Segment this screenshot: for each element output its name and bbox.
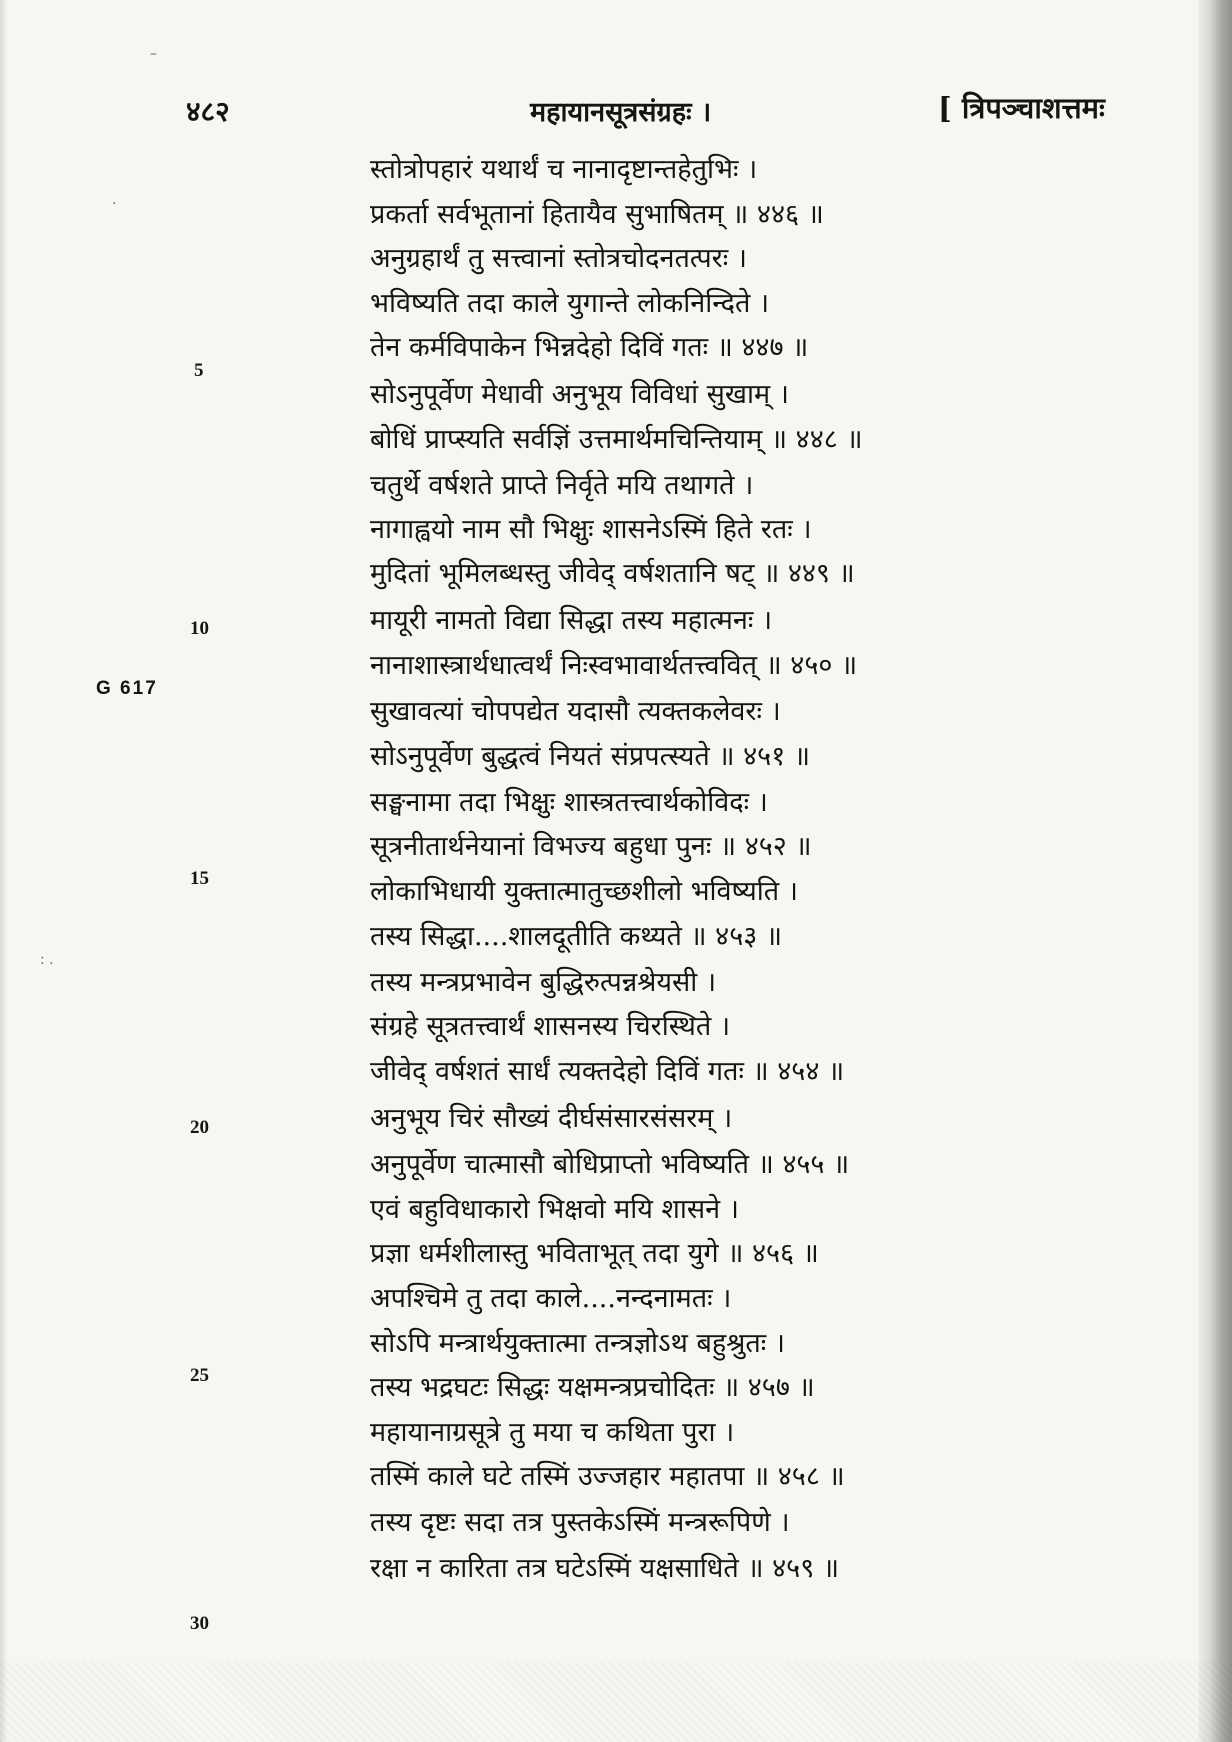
verse-line: सोऽनुपूर्वेण बुद्धत्वं नियतं संप्रपत्स्यते ॥ ४५१ ॥: [370, 741, 810, 772]
verse-line: सूत्रनीतार्थनेयानां विभज्य बहुधा पुनः ॥ ४५२ ॥: [370, 831, 812, 862]
line-number: 10: [190, 618, 209, 639]
verse-line: रक्षा न कारिता तत्र घटेऽस्मिं यक्षसाधिते ॥ ४५९ ॥: [370, 1553, 840, 1584]
running-head: [0, 92, 1232, 132]
verse-line: सोऽपि मन्त्रार्थयुक्तात्मा तन्त्रज्ञोऽथ बहुश्रुतः ।: [370, 1328, 786, 1359]
verse-line: तस्य सिद्धा....शालदूतीति कथ्यते ॥ ४५३ ॥: [370, 921, 783, 952]
verse-line: अनुपूर्वेण चात्मासौ बोधिप्राप्तो भविष्यति ॥ ४५५ ॥: [370, 1149, 850, 1180]
verse-line: संग्रहे सूत्रतत्त्वार्थं शासनस्य चिरस्थिते ।: [370, 1011, 731, 1042]
stray-mark: ·: [112, 196, 117, 212]
line-number: 30: [190, 1613, 209, 1634]
page-number: ४८२: [186, 95, 230, 128]
page-edge-left: [0, 0, 8, 1742]
verse-line: नागाह्वयो नाम सौ भिक्षुः शासनेऽस्मिं हिते रतः ।: [370, 514, 812, 545]
line-number: 5: [194, 360, 204, 381]
verse-line: स्तोत्रोपहारं यथार्थं च नानादृष्टान्तहेतुभिः ।: [370, 154, 758, 185]
verse-line: महायानाग्रसूत्रे तु मया च कथिता पुरा ।: [370, 1417, 735, 1448]
verse-line: एवं बहुविधाकारो भिक्षवो मयि शासने ।: [370, 1194, 739, 1225]
verse-line: प्रकर्ता सर्वभूतानां हितायैव सुभाषितम् ॥ ४४६ ॥: [370, 199, 824, 230]
line-number: 15: [190, 868, 209, 889]
stray-mark: : .: [40, 952, 54, 968]
scan-noise: [0, 1662, 1232, 1742]
book-title: महायानसूत्रसंग्रहः ।: [530, 97, 712, 128]
verse-line: तस्मिं काले घटे तस्मिं उज्जहार महातपा ॥ ४५८ ॥: [370, 1461, 845, 1492]
verse-line: मुदितां भूमिलब्धस्तु जीवेद् वर्षशतानि षट् ॥ ४४९ ॥: [370, 558, 855, 589]
verse-line: सङ्घनामा तदा भिक्षुः शास्त्रतत्त्वार्थकोविदः ।: [370, 787, 768, 818]
verse-line: तस्य मन्त्रप्रभावेन बुद्धिरुत्पन्नश्रेयसी ।: [370, 967, 717, 998]
verse-line: लोकाभिधायी युक्तात्मातुच्छशीलो भविष्यति ।: [370, 876, 798, 907]
verse-line: सुखावत्यां चोपपद्येत यदासौ त्यक्तकलेवरः ।: [370, 696, 781, 727]
verse-line: चतुर्थे वर्षशते प्राप्ते निर्वृते मयि तथागते ।: [370, 470, 754, 501]
verse-line: भविष्यति तदा काले युगान्ते लोकनिन्दिते ।: [370, 288, 770, 319]
verse-line: मायूरी नामतो विद्या सिद्धा तस्य महात्मनः ।: [370, 605, 773, 636]
line-number: 20: [190, 1117, 209, 1138]
verse-line: बोधिं प्राप्स्यति सर्वज्ञिं उत्तमार्थमचिन्तियाम् ॥ ४४८ ॥: [370, 424, 863, 455]
verse-line: प्रज्ञा धर्मशीलास्तु भविताभूत् तदा युगे ॥ ४५६ ॥: [370, 1238, 819, 1269]
verse-line: जीवेद् वर्षशतं सार्धं त्यक्तदेहो दिविं गतः ॥ ४५४ ॥: [370, 1056, 845, 1087]
verse-line: अनुभूय चिरं सौख्यं दीर्घसंसारसंसरम् ।: [370, 1103, 733, 1134]
edition-reference: G 617: [96, 678, 158, 699]
verse-line: नानाशास्त्रार्थधात्वर्थं निःस्वभावार्थतत्त्ववित् ॥ ४५० ॥: [370, 650, 858, 681]
section-title: [ त्रिपञ्चाशत्तमः: [938, 91, 1105, 125]
verse-line: अपश्चिमे तु तदा काले....नन्दनामतः ।: [370, 1283, 732, 1314]
verse-line: तस्य दृष्टः सदा तत्र पुस्तकेऽस्मिं मन्त्ररूपिणे ।: [370, 1507, 790, 1538]
verse-line: अनुग्रहार्थं तु सत्त्वानां स्तोत्रचोदनतत्परः ।: [370, 243, 747, 274]
verse-line: तस्य भद्रघटः सिद्धः यक्षमन्त्रप्रचोदितः ॥ ४५७ ॥: [370, 1372, 815, 1403]
line-number: 25: [190, 1365, 209, 1386]
verse-line: सोऽनुपूर्वेण मेधावी अनुभूय विविधां सुखाम् ।: [370, 379, 789, 410]
verse-line: तेन कर्मविपाकेन भिन्नदेहो दिविं गतः ॥ ४४७ ॥: [370, 332, 809, 363]
stray-mark: –: [150, 46, 157, 62]
page-edge-right: [1198, 0, 1232, 1742]
